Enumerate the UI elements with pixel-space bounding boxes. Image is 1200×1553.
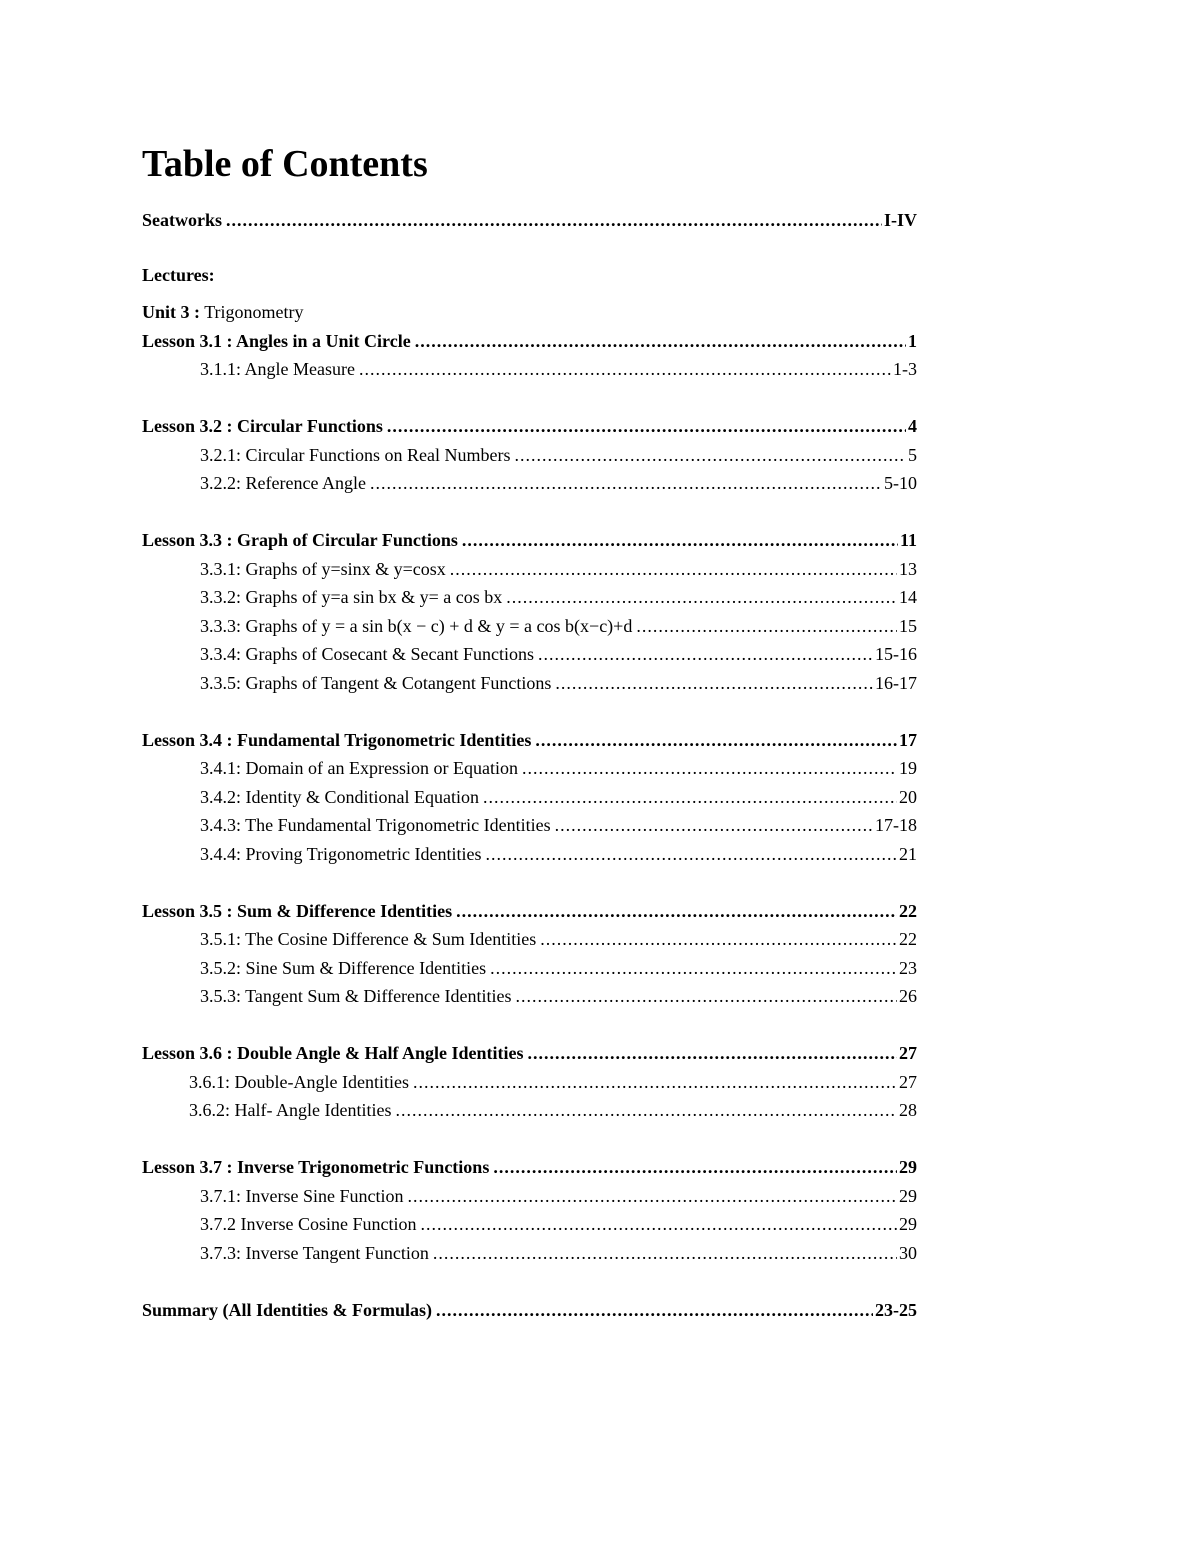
dot-leader <box>535 726 897 755</box>
dot-leader <box>528 1039 897 1068</box>
dot-leader <box>514 441 906 470</box>
entry-page: 5-10 <box>884 473 917 493</box>
dot-leader <box>555 669 873 698</box>
entry-label: Summary (All Identities & Formulas) <box>142 1299 432 1320</box>
entry-label: 3.2.2: Reference Angle <box>200 473 366 493</box>
toc-entry-topic <box>142 1239 917 1268</box>
entry-label: 3.3.4: Graphs of Cosecant & Secant Functions <box>200 644 534 664</box>
entry-page: 22 <box>899 929 917 949</box>
dot-leader <box>420 1210 897 1239</box>
entry-page: 27 <box>899 1071 917 1092</box>
entry-page: 23-25 <box>875 1299 917 1320</box>
entry-page: 17-18 <box>875 815 917 835</box>
dot-leader <box>370 469 882 498</box>
toc-entry-topic <box>142 640 917 669</box>
dot-leader <box>450 555 897 584</box>
dot-leader <box>387 412 906 441</box>
entry-page: 14 <box>899 587 917 607</box>
dot-leader <box>486 840 898 869</box>
entry-label: 3.4.1: Domain of an Expression or Equation <box>200 758 518 778</box>
unit-prefix: Unit 3 : <box>142 302 200 322</box>
entry-label: 3.3.5: Graphs of Tangent & Cotangent Functions <box>200 672 552 693</box>
dot-leader <box>462 526 898 555</box>
toc-entry-topic <box>142 982 917 1011</box>
entry-label: 3.1.1: Angle Measure <box>200 359 355 379</box>
entry-page: 16-17 <box>875 672 917 693</box>
dot-leader <box>415 327 906 356</box>
dot-leader <box>359 355 891 384</box>
toc-entry-topic <box>142 840 917 869</box>
toc-entry-topic <box>142 1096 917 1125</box>
page-title: Table of Contents <box>142 143 428 185</box>
entry-page: 28 <box>899 1100 917 1120</box>
entry-label: 3.5.1: The Cosine Difference & Sum Identities <box>200 929 537 949</box>
entry-page: 17 <box>899 729 917 750</box>
toc-entry-topic <box>142 355 917 384</box>
dot-leader <box>538 640 873 669</box>
entry-label: 3.5.3: Tangent Sum & Difference Identities <box>200 986 512 1006</box>
toc-entry-topic <box>142 925 917 954</box>
entry-label: 3.4.2: Identity & Conditional Equation <box>200 786 479 807</box>
toc-entry-topic <box>142 1182 917 1211</box>
unit-heading <box>142 298 917 327</box>
toc-entry-lesson <box>142 1153 917 1182</box>
entry-page: 29 <box>899 1214 917 1234</box>
toc-entry-lesson <box>142 897 917 926</box>
entry-label: Lesson 3.2 : Circular Functions <box>142 416 383 436</box>
entry-label: Lesson 3.1 : Angles in a Unit Circle <box>142 330 411 351</box>
entry-page: 11 <box>899 530 917 550</box>
entry-page: 5 <box>908 444 917 465</box>
entry-label: 3.7.2 Inverse Cosine Function <box>200 1214 417 1234</box>
entry-page: 15 <box>899 615 917 636</box>
toc-entry-summary <box>142 1296 917 1325</box>
entry-page: 19 <box>899 758 917 778</box>
entry-label: Lesson 3.6 : Double Angle & Half Angle Identities <box>142 1043 524 1063</box>
toc-entry-seatworks <box>142 206 917 235</box>
dot-leader <box>433 1239 897 1268</box>
entry-label: Seatworks <box>142 210 222 230</box>
dot-leader <box>483 783 897 812</box>
entry-page: 30 <box>899 1242 917 1263</box>
dot-leader <box>490 954 897 983</box>
entry-label: 3.6.1: Double-Angle Identities <box>189 1071 409 1092</box>
toc-entry-topic <box>142 783 917 812</box>
entry-label: Lesson 3.5 : Sum & Difference Identities <box>142 900 453 921</box>
entry-label: Lesson 3.4 : Fundamental Trigonometric Identities <box>142 729 532 750</box>
toc-entry-lesson <box>142 412 917 441</box>
entry-label: 3.2.1: Circular Functions on Real Numbers <box>200 444 511 465</box>
entry-page: 23 <box>899 957 917 978</box>
toc-entry-topic <box>142 811 917 840</box>
entry-page: 29 <box>899 1185 917 1206</box>
toc-entry-lesson <box>142 327 917 356</box>
entry-page: 1 <box>908 330 917 351</box>
dot-leader <box>226 206 882 235</box>
toc-entry-topic <box>142 612 917 641</box>
toc-entry-topic <box>142 754 917 783</box>
entry-label: 3.5.2: Sine Sum & Difference Identities <box>200 957 487 978</box>
entry-page: 29 <box>899 1157 917 1177</box>
entry-label: 3.7.1: Inverse Sine Function <box>200 1185 404 1206</box>
entry-page: 21 <box>899 843 917 864</box>
entry-label: Lesson 3.3 : Graph of Circular Functions <box>142 530 458 550</box>
toc-entry-topic <box>142 555 917 584</box>
entry-page: 26 <box>899 986 917 1006</box>
dot-leader <box>395 1096 897 1125</box>
toc-entry-topic <box>142 669 917 698</box>
entry-page: 4 <box>908 416 917 436</box>
toc-entry-lesson <box>142 726 917 755</box>
toc-entry-topic <box>142 954 917 983</box>
entry-page: 1-3 <box>893 359 917 379</box>
lesson-list <box>142 327 917 1268</box>
entry-label: 3.6.2: Half- Angle Identities <box>189 1100 392 1120</box>
dot-leader <box>436 1296 873 1325</box>
document-page <box>142 140 917 1324</box>
entry-label: 3.4.3: The Fundamental Trigonometric Identities <box>200 815 551 835</box>
toc-entry-topic <box>142 469 917 498</box>
entry-label: 3.3.1: Graphs of y=sinx & y=cosx <box>200 558 446 579</box>
entry-page: I-IV <box>883 210 917 230</box>
dot-leader <box>540 925 897 954</box>
dot-leader <box>516 982 897 1011</box>
entry-page: 15-16 <box>875 644 917 664</box>
entry-label: 3.3.2: Graphs of y=a sin bx & y= a cos bx <box>200 587 503 607</box>
entry-page: 20 <box>899 786 917 807</box>
dot-leader <box>413 1068 897 1097</box>
entry-label: 3.3.3: Graphs of y = a sin b(x − c) + d & y = a cos b(x−c)+d <box>200 615 633 636</box>
toc-entry-topic <box>142 583 917 612</box>
toc-entry-topic <box>142 1210 917 1239</box>
unit-name: Trigonometry <box>204 302 304 322</box>
dot-leader <box>636 612 897 641</box>
dot-leader <box>555 811 873 840</box>
toc-entry-topic <box>142 441 917 470</box>
entry-label: 3.7.3: Inverse Tangent Function <box>200 1242 429 1263</box>
toc-entry-topic <box>142 1068 917 1097</box>
entry-label: 3.4.4: Proving Trigonometric Identities <box>200 843 482 864</box>
entry-page: 13 <box>899 558 917 579</box>
entry-label: Lesson 3.7 : Inverse Trigonometric Functions <box>142 1157 490 1177</box>
dot-leader <box>456 897 897 926</box>
dot-leader <box>407 1182 897 1211</box>
toc-entry-lesson <box>142 1039 917 1068</box>
dot-leader <box>506 583 897 612</box>
entry-page: 22 <box>899 900 917 921</box>
lectures-heading: Lectures: <box>142 264 215 285</box>
entry-page: 27 <box>899 1043 917 1063</box>
dot-leader <box>522 754 897 783</box>
toc-entry-lesson <box>142 526 917 555</box>
dot-leader <box>493 1153 897 1182</box>
